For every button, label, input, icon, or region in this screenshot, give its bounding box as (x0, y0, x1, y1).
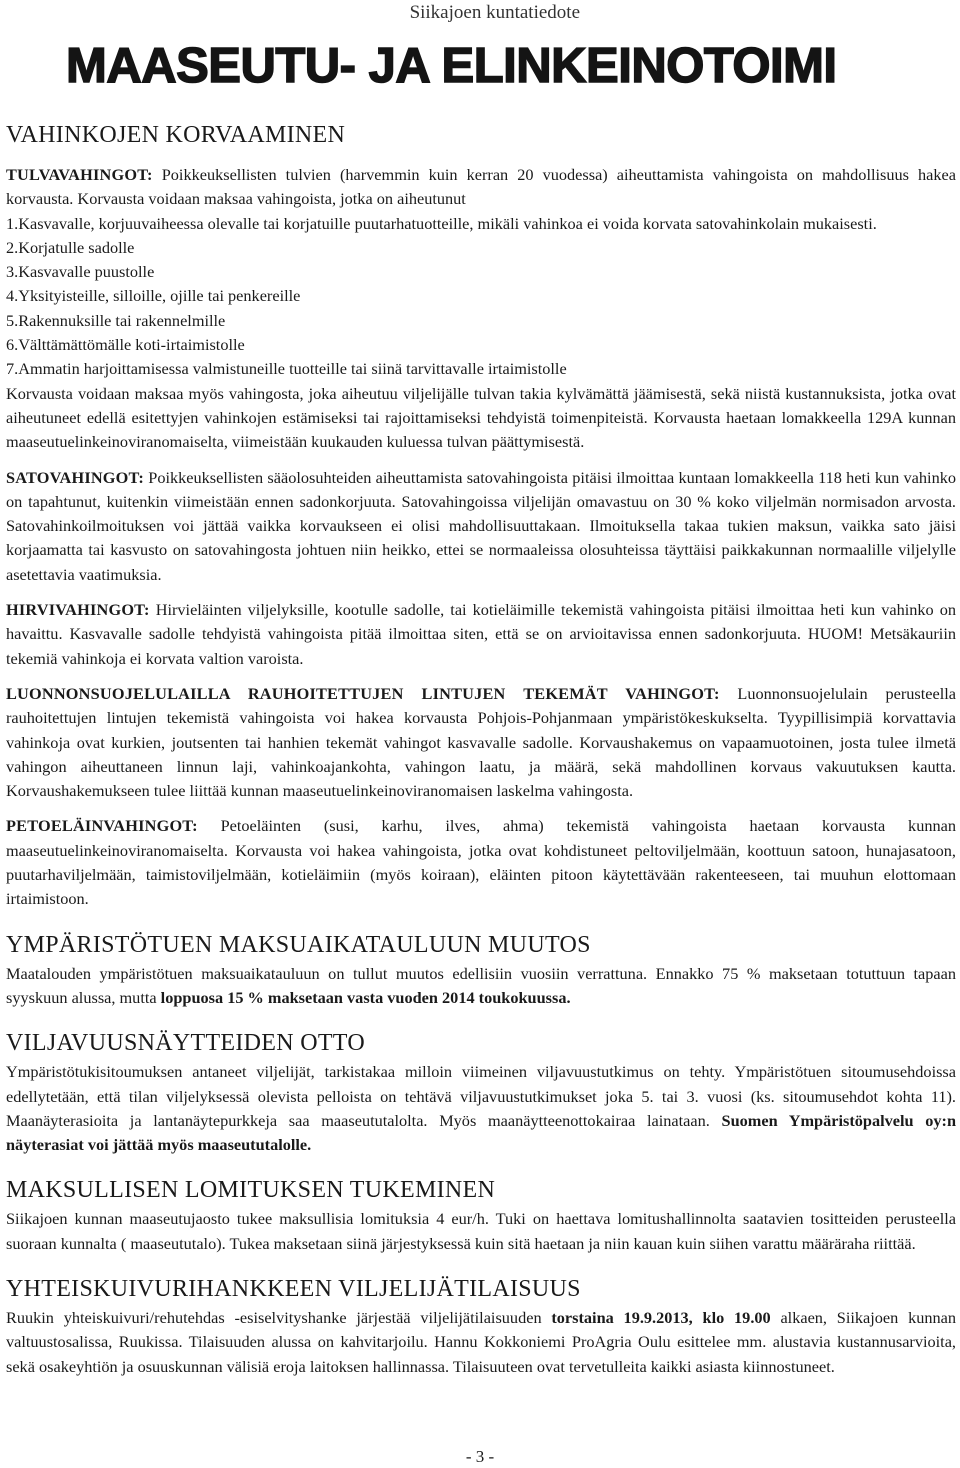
tulva-intro-text: Poikkeuksellisten tulvien (harvemmin kuin kerran 20 vuodessa) aiheuttamista vahingoista on mahdollisuus hakea korvausta. Korvausta voidaan maksaa vahingoista, jotka on aiheutunut (6, 165, 956, 209)
viljavuus-text: Ympäristötukisitoumuksen antaneet viljelijät, tarkistakaa milloin viimeinen viljavuustutkimus on tehty. Ympäristötuen sitoumusehdoissa edellytetään, että tilan viljelyksessä olevista pelloista on tehtävä viljavuustutkimukset joka 5. tai 3. vuosi (ks. sitoumusehdot kohta 11). Maanäyterasioita ja lantanäytepurkkeja saa maaseututalolta. Myös maanäytteenottokairaa lainataan. (6, 1062, 956, 1130)
sato-text: Poikkeuksellisten sääolosuhteiden aiheuttamista satovahingoista pitäisi ilmoittaa kuntaan lomakkeella 118 heti kun vahinko on tapahtunut, kuitenkin viimeistään ennen sadonkorjuuta. Satovahingoissa viljelijän omavastuu on 30 % koko viljelmän normisadon arvosta. Satovahinkoilmoituksen voi jättää vaikka korvaukseen ei olisi mahdollisuuttakaan. Ilmoituksella takaa tukien maksun, vaikka sato jäisi korjaamatta tai kasvusto on satovahingosta johtuen niin heikko, ettei se normaaleissa olosuhteissa täyttäisi paikkakunnan normaalille viljelylle asetettavia vaatimuksia. (6, 467, 956, 584)
lintu-text: Luonnonsuojelulain perusteella rauhoitettujen lintujen tekemistä vahingoista voi hakea korvausta Pohjois-Pohjanmaan ympäristökeskukselta. Tyypillisimpiä korvattavia vahinkoja ovat kurkien, joutsenten tai hanhien tekemät vahingot kasvavalle sadolle. Korvaushakemus on vapaamuotoinen, josta tulee ilmetä vahingon aiheuttaneen linnun laji, vahinkoajankohta, vahingon laatu, ja määrä, sekä mahdollinen korvaus vakuutuksen kautta. Korvaushakemukseen tulee liittää kunnan maaseutuelinkeinoviranomaisen laskelma vahingosta. (6, 683, 956, 801)
list-item (6, 236, 956, 260)
page-number: - 3 - (465, 1447, 495, 1466)
list-item (6, 309, 956, 333)
list-item-text: Kasvavalle puustolle (18, 262, 155, 282)
list-item-number: 7. (6, 359, 19, 379)
kuivuri-text-2: alkaen, Siikajoen kunnan valtuustosalissa, Ruukissa. Tilaisuuden alussa on kahvitarjoilu. Hannu Kokkoniemi ProAgria Oulu esittelee mm. alustavia kustannusarvioita, sekä osakeyhtiön ja osuuskunnan välisiä eroja laitoksen hallinnassa. Tilaisuuteen ovat tervetulleita kaikki asiasta kiinnostuneet. (6, 1307, 956, 1376)
heading-viljavuusnaytteet: VILJAVUUSNÄYTTEIDEN OTTO (6, 1030, 365, 1057)
list-item-number: 4. (6, 286, 19, 306)
maksuaikataulu-bold: loppuosa 15 % maksetaan vasta vuoden 2014 toukokuussa. (160, 987, 571, 1007)
article-body (6, 118, 956, 1379)
list-item-text: Yksityisteille, silloille, ojille tai penkereille (18, 286, 301, 306)
lead-hirvivahingot: HIRVIVAHINGOT: (6, 600, 150, 620)
kuivuri-bold: torstaina 19.9.2013, klo 19.00 (551, 1307, 771, 1327)
list-item-text: Välttämättömälle koti-irtaimistolle (18, 335, 245, 355)
list-item-number: 5. (6, 310, 19, 330)
lead-petoelainvahingot: PETOELÄINVAHINGOT: (6, 816, 198, 836)
paragraph-maksuaikataulu (6, 962, 956, 1011)
list-item-text: Rakennuksille tai rakennelmille (18, 310, 226, 330)
hirvi-text: Hirvieläinten viljelyksille, kootulle sadolle, tai kotieläimille tekemistä vahingoista pitäisi ilmoittaa heti kun vahinko on havaittu. Kasvavalle sadolle tehdyistä vahingoista pitää ilmoittaa siten, että se on arvioitavissa ennen sadonkorjuuta. HUOM! Metsäkauriin tekemiä vahinkoja ei korvata valtion varoista. (6, 600, 956, 668)
paragraph-viljavuusnaytteet (6, 1060, 956, 1157)
paragraph-satovahingot (6, 466, 956, 587)
paragraph-tulva-outro: Korvausta voidaan maksaa myös vahingosta, joka aiheutuu viljelijälle tulvan takia kylvämättä jäämisestä, sekä niistä kustannuksista, jotka ovat aiheutuneet edellä esitettyjen vahinkojen estämiseksi tai rajoittamiseksi tehdyistä toimenpiteistä. Korvausta haetaan lomakkeella 129A kunnan maaseutuelinkeinoviranomaiselta, viimeistään kuukauden kuluessa tulvan päättymisestä. (6, 383, 956, 452)
paragraph-lomitus: Siikajoen kunnan maaseutujaosto tukee maksullisia lomituksia 4 eur/h. Tuki on haettava lomitushallinnolta saatavien tositteiden perusteella suoraan kunnalta ( maaseututalo). Tukea maksetaan siinä järjestyksessä kuin sitä haetaan ja niin kauan kuin siihen varattu määräraha riittää. (6, 1209, 956, 1253)
tulva-damage-list (6, 212, 956, 382)
paragraph-yhteiskuivuri (6, 1306, 956, 1379)
list-item (6, 357, 956, 381)
main-title: MAASEUTU- JA ELINKEINOTOIMI (66, 39, 837, 93)
heading-vahinkojen-korvaaminen: VAHINKOJEN KORVAAMINEN (6, 122, 346, 148)
running-head: Siikajoen kuntatiedote (409, 2, 580, 23)
heading-lomitus: MAKSULLISEN LOMITUKSEN TUKEMINEN (6, 1177, 496, 1204)
list-item-text: Ammatin harjoittamisessa valmistuneille tuotteille tai siinä tarvittavalle irtaimistolle (18, 359, 567, 379)
paragraph-petoelainvahingot (6, 814, 956, 911)
maksuaikataulu-text: Maatalouden ympäristötuen maksuaikatauluun on tullut muutos edellisiin vuosiin verrattuna. Ennakko 75 % maksetaan totuttuun tapaan syyskuun alussa, mutta (6, 963, 956, 1007)
lead-lintuvahingot: LUONNONSUOJELULAILLA RAUHOITETTUJEN LINTUJEN TEKEMÄT VAHINGOT: (6, 683, 720, 703)
lead-tulvavahingot: TULVAVAHINGOT: (6, 165, 153, 184)
list-item (6, 284, 956, 308)
list-item-number: 2. (6, 237, 19, 257)
list-item (6, 333, 956, 357)
heading-maksuaikataulu: YMPÄRISTÖTUEN MAKSUAIKATAULUUN MUUTOS (6, 931, 591, 958)
paragraph-lintuvahingot (6, 682, 956, 803)
list-item-number: 3. (6, 262, 19, 282)
paragraph-hirvivahingot (6, 598, 956, 671)
list-item-number: 6. (6, 335, 19, 355)
list-item (6, 212, 956, 236)
list-item-text: Korjatulle sadolle (18, 237, 135, 257)
paragraph-tulvavahingot (6, 163, 956, 212)
list-item-text: Kasvavalle, korjuuvaiheessa olevalle tai korjatuille puutarhatuotteille, mikäli vahinkoa ei voida korvata satovahinkolain mukaisesti. (18, 213, 877, 233)
peto-text: Petoeläinten (susi, karhu, ilves, ahma) tekemistä vahingoista haetaan korvausta kunnan maaseutuelinkeinoviranomaiselta. Korvausta voi hakea vahingoista, jotka ovat kohdistuneet peltoviljelmään, koottuun satoon, hunajasatoon, puutarhaviljelmään, taimistoviljelmään, kotieläimiin (myös koiraan), eläinten pitoon käytettävään rakenteeseen, tai muuhun elottomaan irtaimistoon. (6, 816, 956, 909)
heading-yhteiskuivuri: YHTEISKUIVURIHANKKEEN VILJELIJÄTILAISUUS (6, 1275, 581, 1302)
kuivuri-text-1: Ruukin yhteiskuivuri/rehutehdas -esiselvityshanke järjestää viljelijätilaisuuden (6, 1307, 552, 1327)
list-item (6, 260, 956, 284)
viljavuus-bold: Suomen Ympäristöpalvelu oy:n näyterasiat voi jättää myös maaseututalolle. (6, 1110, 957, 1155)
list-item-number: 1. (6, 213, 19, 233)
lead-satovahingot: SATOVAHINGOT: (6, 467, 145, 487)
